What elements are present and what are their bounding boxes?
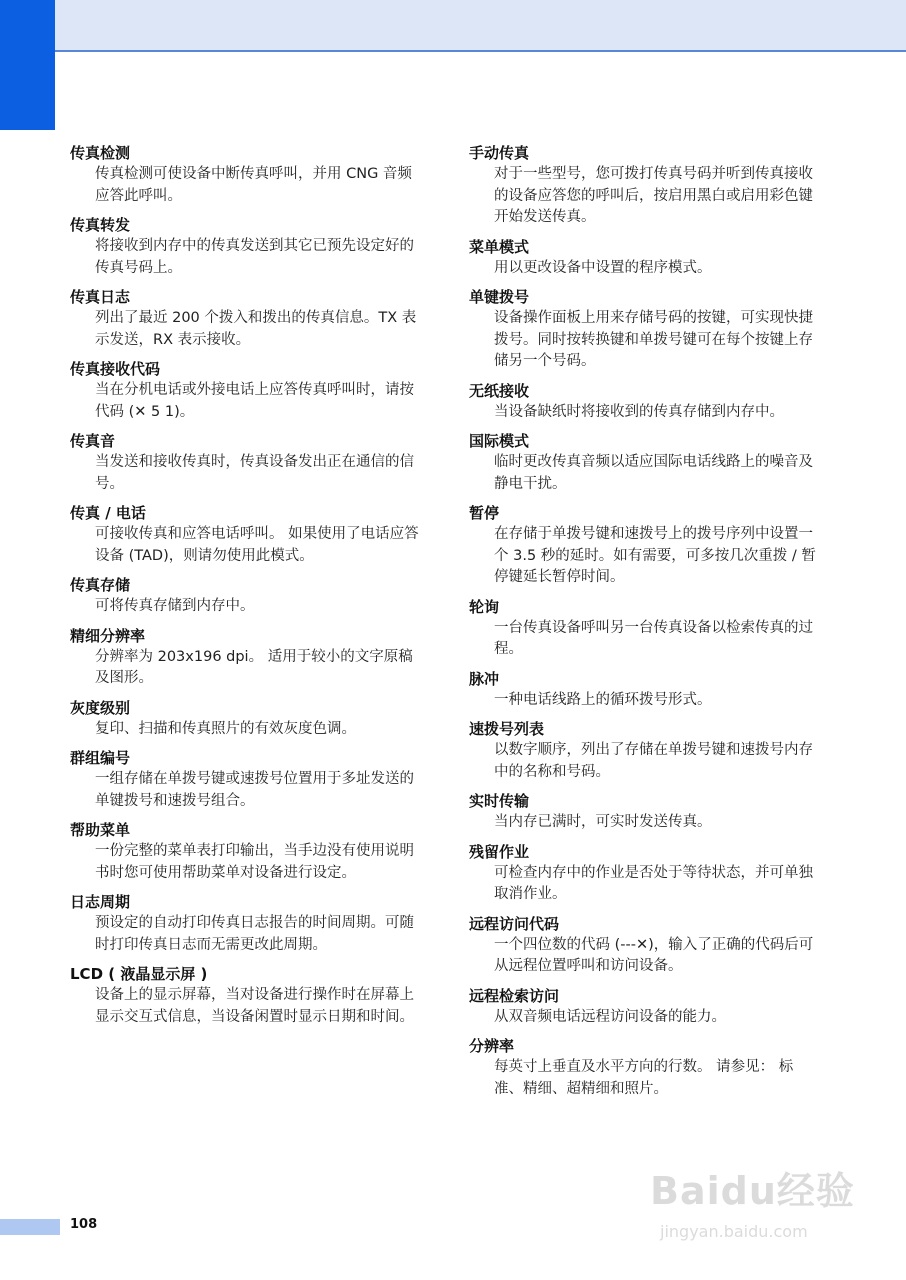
- header-band: [0, 0, 906, 52]
- glossary-term: 灰度级别: [70, 698, 131, 717]
- glossary-entry: [469, 841, 821, 906]
- baidu-watermark-logo: Baidu经验: [650, 1169, 855, 1213]
- glossary-term: 远程检索访问: [469, 986, 560, 1005]
- glossary-definition: 分辨率为 203x196 dpi。 适用于较小的文字原稿及图形。: [95, 648, 413, 686]
- footer-accent-bar: [0, 1219, 60, 1235]
- glossary-term: 单键拨号: [469, 288, 530, 306]
- glossary-entry: [469, 913, 821, 978]
- glossary-definition: 一个四位数的代码 (---✕)，输入了正确的代码后可从远程位置呼叫和访问设备。: [494, 936, 814, 974]
- glossary-entry: [70, 502, 420, 567]
- glossary-term: 传真日志: [70, 288, 131, 306]
- glossary-term: 残留作业: [469, 842, 530, 861]
- glossary-term: 传真接收代码: [70, 360, 161, 378]
- glossary-term: 无纸接收: [469, 381, 530, 400]
- glossary-term: 传真转发: [70, 216, 131, 234]
- glossary-entry: [70, 891, 420, 956]
- glossary-definition: 一种电话线路上的循环拨号形式。: [494, 691, 712, 708]
- glossary-entry: [70, 142, 420, 207]
- glossary-term: 分辨率: [469, 1037, 515, 1055]
- glossary-entry: [469, 1035, 821, 1100]
- glossary-term: 传真音: [70, 432, 116, 450]
- glossary-definition: 预设定的自动打印传真日志报告的时间周期。可随时打印传真日志而无需更改此周期。: [95, 915, 414, 953]
- glossary-definition: 用以更改设备中设置的程序模式。: [494, 259, 712, 276]
- glossary-term: 菜单模式: [469, 237, 530, 256]
- glossary-definition: 设备操作面板上用来存储号码的按键，可实现快捷拨号。同时按转换键和单拨号键可在每个按键上存储另一个号码。: [494, 310, 813, 369]
- glossary-term: 传真检测: [70, 144, 131, 162]
- glossary-definition: 可检查内存中的作业是否处于等待状态，并可单独取消作业。: [494, 864, 813, 902]
- glossary-entry: [70, 286, 420, 351]
- glossary-entry: [70, 574, 420, 618]
- glossary-term: 帮助菜单: [70, 821, 131, 839]
- glossary-definition: 设备上的显示屏幕，当对设备进行操作时在屏幕上显示交互式信息，当设备闲置时显示日期和时间。: [95, 987, 414, 1025]
- glossary-definition: 一份完整的菜单表打印输出，当手边没有使用说明书时您可使用帮助菜单对设备进行设定。: [95, 843, 414, 881]
- glossary-definition: 当发送和接收传真时，传真设备发出正在通信的信号。: [95, 454, 414, 492]
- glossary-term: 手动传真: [469, 144, 530, 162]
- glossary-definition: 每英寸上垂直及水平方向的行数。 请参见： 标准、精细、超精细和照片。: [494, 1059, 794, 1097]
- glossary-entry: [469, 596, 821, 661]
- glossary-entry: [70, 697, 420, 741]
- watermark-url: jingyan.baidu.com: [660, 1222, 808, 1241]
- glossary-definition: 可接收传真和应答电话呼叫。 如果使用了电话应答设备 (TAD)，则请勿使用此模式。: [95, 526, 419, 564]
- glossary-entry: [469, 380, 821, 424]
- glossary-entry: [469, 985, 821, 1029]
- glossary-right-column: [469, 142, 821, 1107]
- glossary-entry: [469, 142, 821, 229]
- glossary-term: 群组编号: [70, 749, 131, 767]
- glossary-entry: [70, 358, 420, 423]
- glossary-entry: [469, 236, 821, 280]
- glossary-term: 远程访问代码: [469, 914, 560, 933]
- glossary-term: 脉冲: [469, 669, 500, 688]
- glossary-definition: 列出了最近 200 个拨入和拨出的传真信息。TX 表示发送，RX 表示接收。: [95, 310, 417, 348]
- glossary-definition: 复印、扫描和传真照片的有效灰度色调。: [95, 720, 356, 737]
- glossary-entry: [469, 430, 821, 495]
- glossary-term: 暂停: [469, 504, 500, 522]
- glossary-term: 日志周期: [70, 893, 131, 911]
- glossary-definition: 从双音频电话远程访问设备的能力。: [494, 1008, 726, 1025]
- glossary-definition: 当在分机电话或外接电话上应答传真呼叫时，请按代码 (✕ 5 1)。: [95, 382, 414, 420]
- glossary-term: 实时传输: [469, 792, 530, 810]
- glossary-definition: 对于一些型号，您可拨打传真号码并听到传真接收的设备应答您的呼叫后，按启用黑白或启用彩色键开始发送传真。: [494, 166, 813, 225]
- glossary-term: 传真存储: [70, 576, 131, 594]
- glossary-definition: 将接收到内存中的传真发送到其它已预先设定好的传真号码上。: [95, 238, 414, 276]
- glossary-term: 轮询: [469, 597, 500, 616]
- glossary-term: 速拨号列表: [469, 720, 545, 738]
- glossary-definition: 当内存已满时，可实时发送传真。: [494, 814, 712, 830]
- glossary-definition: 一台传真设备呼叫另一台传真设备以检索传真的过程。: [494, 619, 813, 657]
- glossary-entry: [469, 286, 821, 373]
- glossary-entry: [70, 819, 420, 884]
- glossary-definition: 在存储于单拨号键和速拨号上的拨号序列中设置一个 3.5 秒的延时。如有需要，可多按几次重拨 / 暂停键延长暂停时间。: [494, 526, 816, 585]
- glossary-entry: [70, 747, 420, 812]
- glossary-entry: [70, 214, 420, 279]
- glossary-entry: [70, 625, 420, 690]
- chapter-tab: [0, 0, 55, 130]
- glossary-definition: 以数字顺序，列出了存储在单拨号键和速拨号内存中的名称和号码。: [494, 742, 813, 780]
- glossary-term: 国际模式: [469, 432, 530, 450]
- watermark: [640, 1150, 880, 1260]
- glossary-left-column: [70, 142, 420, 1035]
- glossary-definition: 临时更改传真音频以适应国际电话线路上的噪音及静电干扰。: [494, 454, 813, 492]
- glossary-definition: 可将传真存储到内存中。: [95, 598, 255, 614]
- glossary-term: 传真 / 电话: [70, 504, 146, 522]
- page-number: 108: [70, 1217, 98, 1232]
- glossary-entry: [469, 790, 821, 834]
- glossary-definition: 一组存储在单拨号键或速拨号位置用于多址发送的单键拨号和速拨号组合。: [95, 771, 414, 809]
- glossary-entry: [469, 502, 821, 589]
- glossary-definition: 传真检测可使设备中断传真呼叫，并用 CNG 音频应答此呼叫。: [95, 166, 412, 204]
- glossary-entry: [469, 718, 821, 783]
- glossary-entry: [70, 430, 420, 495]
- glossary-entry: [70, 963, 420, 1028]
- glossary-term: LCD ( 液晶显示屏 ): [70, 965, 208, 983]
- glossary-entry: [469, 668, 821, 712]
- glossary-definition: 当设备缺纸时将接收到的传真存储到内存中。: [494, 403, 784, 420]
- glossary-term: 精细分辨率: [70, 626, 146, 645]
